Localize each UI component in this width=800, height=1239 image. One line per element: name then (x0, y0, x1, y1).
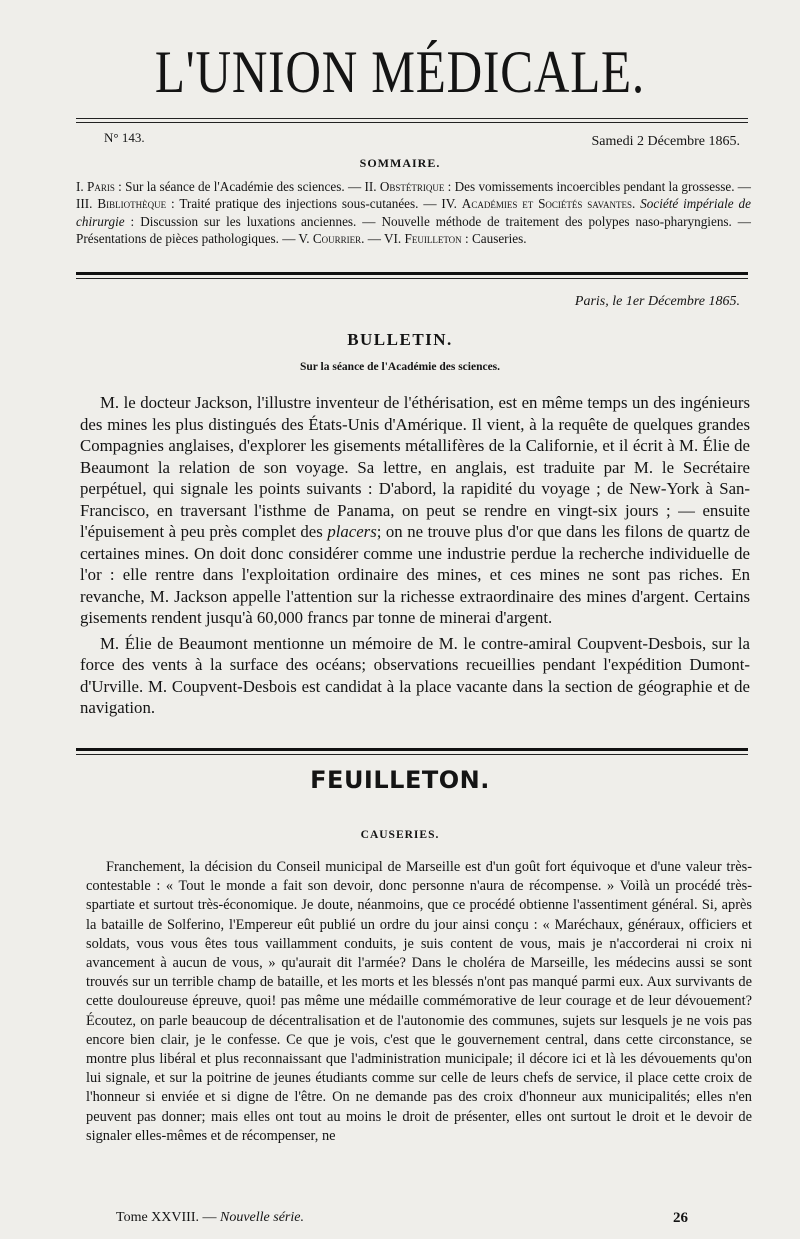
masthead-title: L'UNION MÉDICALE. (154, 39, 646, 105)
footer-tome: Tome XXVIII. — Nouvelle série. (116, 1210, 304, 1225)
bulletin-paragraph: M. Élie de Beaumont mentionne un mémoire de M. le contre-amiral Coupvent-Desbois, sur la force des vents à la surface des océans; observations recueillies pendant l'expédition Dumont-d'Urville. M. Coupvent-Desbois est candidat à la place vacante dans la section de géographie et de navigation. (80, 633, 750, 717)
summary-label-obstetrique: Obstétrique (379, 179, 445, 194)
issue-date: Samedi 2 Décembre 1865. (591, 134, 740, 149)
bulletin-body (80, 392, 750, 723)
summary-label-academies: Académies et Sociétés savantes (461, 196, 632, 212)
feuilleton-paragraph: Franchement, la décision du Conseil municipal de Marseille est d'un goût fort équivoque et d'une valeur très-contestable : « Tout le monde a fait son devoir, donc personne n'aura de récompense. » Voilà un procédé très-spartiate et surtout très-économique. Je doute, néanmoins, que ce procédé obtienne l'assentiment général. Si, après la bataille de Solferino, l'Empereur eût publié un ordre du jour ainsi conçu : « Maréchaux, généraux, officiers et soldats, vous vous êtes tous vaillamment conduits, je suis content de vous, mais je n'accorderai ni croix ni avancement à aucun de vous, » qu'aurait dit l'armée? Dans le choléra de Marseille, les médecins aussi se sont trouvés sur un terrible champ de bataille, et les morts et les blessés n'ont pas manqué parmi eux. Aux survivants de cette douloureuse épreuve, quoi! pas même une médaille commémorative de leur courage et de leur dévouement? Écoutez, on parle beaucoup de décentralisation et de l'autonomie des communes, sujets sur lesquels je ne vois pas encore bien clair, je le confesse. Ce que je vois, c'est que le gouvernement central, dans cette circonstance, se montre plus libéral et plus reconnaissant que l'administration municipale; il décore ici et là les dévouements qu'on lui signale, et sur la poitrine de jeunes étudiants comme sur celle de leurs chefs de service, il place cette croix de l'honneur si enviée et si digne de l'être. On ne demande pas des croix d'honneur aux municipalités; elles n'en peuvent pas donner; mais elles ont tout au moins le droit de présenter, elles ont surtout le droit et le devoir de signaler elles-mêmes et de récompenser, ne (86, 859, 752, 1144)
feuilleton-rule-bottom (76, 754, 748, 755)
summary-label-paris: Paris (87, 179, 115, 194)
masthead-rule-top (76, 118, 748, 119)
summary-label-bibliotheque: Bibliothèque (97, 196, 167, 212)
sommaire-title: SOMMAIRE. (359, 156, 441, 170)
summary-label-feuilleton: Feuilleton (404, 231, 462, 247)
bulletin-paragraph: M. le docteur Jackson, l'illustre inventeur de l'éthérisation, est en même temps un des ingénieurs des mines les plus distingués des États-Unis d'Amérique. Il vient, à la requête de quelques grandes Compagnies anglaises, d'explorer les gisements métallifères de la Californie, et il écrit à M. Élie de Beaumont la relation de son voyage. Sa lettre, en anglais, est traduite par M. le Secrétaire perpétuel, qui signale les points suivants : D'abord, la rapidité du voyage ; de New-York à San-Francisco, en traversant l'isthme de Panama, on peut se rendre en vingt-six jours ; — ensuite l'épuisement à peu près complet des placers; on ne trouve plus d'or que dans les filons de quartz de certaines mines. On doit donc considérer comme une industrie perdue la recherche individuelle de l'or : elle rentre dans l'exploitation ordinaire des mines, et ces mines ne sont pas riches. En revanche, M. Jackson appelle l'attention sur la richesse extraordinaire des mines d'argent. Certains gisements rendent jusqu'à 60,000 francs par tonne de minerai d'argent. (80, 393, 750, 627)
feuilleton-body (86, 858, 752, 1146)
bulletin-subtitle: Sur la séance de l'Académie des sciences. (299, 361, 501, 373)
feuilleton-title: FEUILLETON. (310, 766, 490, 794)
feuilleton-rule-top (76, 748, 748, 751)
page-number: 26 (673, 1210, 688, 1226)
sommaire-rule-top (76, 272, 748, 275)
causeries-title: CAUSERIES. (360, 829, 440, 841)
summary-societe: Société impériale de chirurgie (76, 196, 751, 229)
dateline: Paris, le 1er Décembre 1865. (574, 294, 740, 309)
bulletin-title: BULLETIN. (347, 330, 453, 349)
sommaire-rule-bottom (76, 278, 748, 279)
issue-number: N° 143. (104, 130, 145, 145)
summary-label-courrier: Courrier (312, 231, 362, 247)
sommaire-text: I. Paris : Sur la séance de l'Académie des sciences. — II. Obstétrique : Des vomissements incoercibles pendant la grossesse. — III. Bibliothèque : Traité pratique des injections sous-cutanées. — IV. Académies et Sociétés savantes. Société impériale de chirurgie : Discussion sur les luxations anciennes. — Nouvelle méthode de traitement des polypes naso-pharyngiens. — Présentations de pièces pathologiques. — V. Courrier. — VI. Feuilleton : Causeries. (76, 179, 751, 247)
masthead-rule-bottom (76, 122, 748, 123)
